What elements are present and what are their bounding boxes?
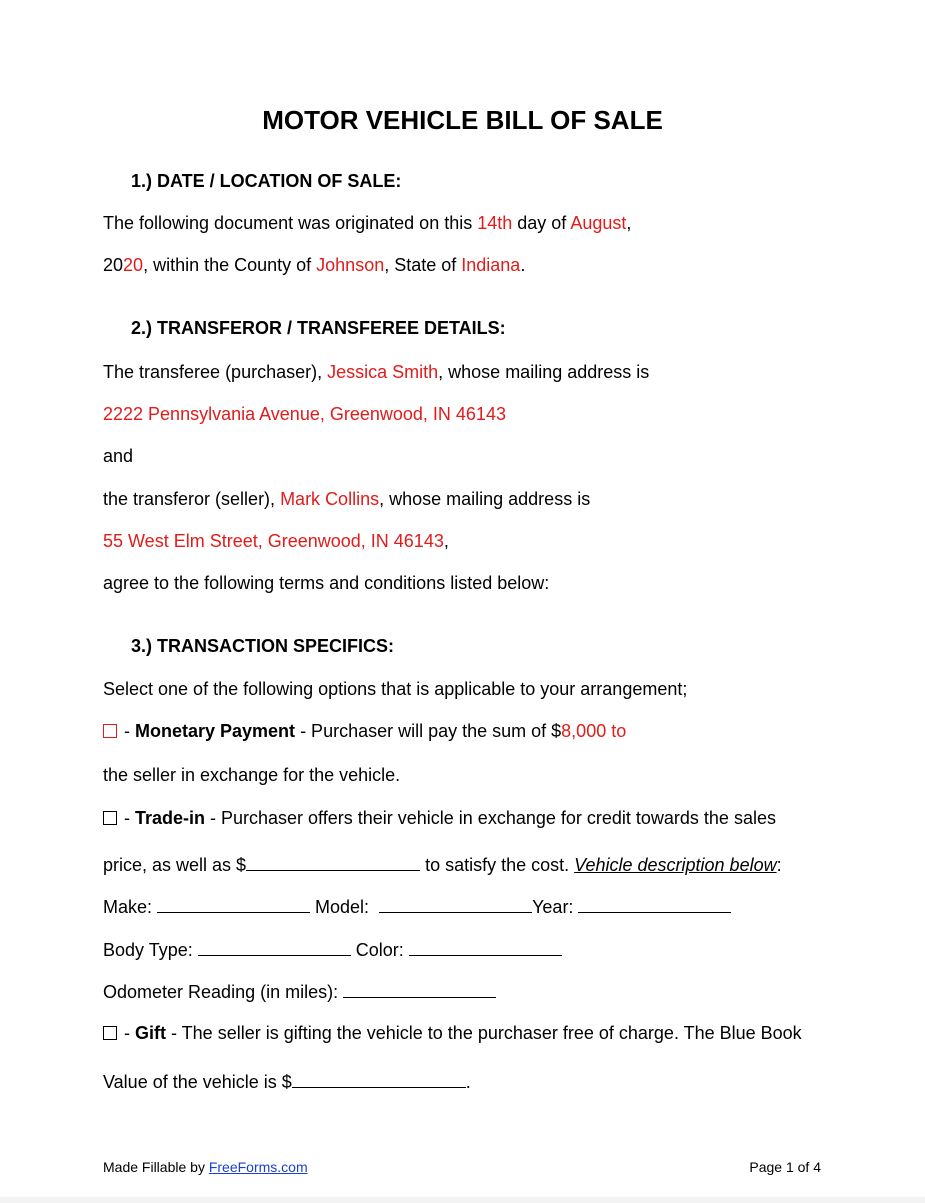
year-prefix: 20 [103, 255, 124, 275]
monetary-line-2: the seller in exchange for the vehicle. [103, 765, 401, 785]
payment-amount-field[interactable]: 8,000 [561, 721, 607, 741]
color-field[interactable] [409, 937, 562, 956]
text: - [119, 1023, 135, 1043]
body-type-label: Body Type: [103, 940, 198, 960]
odometer-field[interactable] [343, 979, 496, 998]
section-heading-date-location: 1.) DATE / LOCATION OF SALE: [131, 171, 402, 191]
transferee-name-field[interactable]: Jessica Smith [327, 362, 439, 382]
text: . [465, 1072, 471, 1092]
text: Made Fillable by [103, 1159, 209, 1175]
vehicle-description-label: Vehicle description below [574, 855, 777, 875]
trade-in-option [103, 808, 776, 829]
transferee-line [103, 362, 649, 383]
trade-in-checkbox[interactable] [103, 811, 117, 825]
freeforms-link[interactable]: FreeForms.com [208, 1159, 308, 1175]
trade-in-amount-field[interactable] [246, 852, 420, 871]
text: - [119, 808, 135, 828]
page-number: Page 1 of 4 [749, 1159, 821, 1175]
sale-location-line [103, 255, 525, 276]
text: - [119, 721, 135, 741]
text: , within the County of [143, 255, 317, 275]
text: - Purchaser offers their vehicle in exchange for credit towards the sales [205, 808, 776, 828]
text: Value of the vehicle is $ [103, 1072, 292, 1092]
gift-option [103, 1023, 802, 1044]
gift-line-2 [103, 1069, 471, 1093]
text: to satisfy the cost. [420, 855, 575, 875]
text: the transferor (seller), [103, 489, 281, 509]
trade-in-label: Trade-in [135, 808, 206, 828]
odometer-label: Odometer Reading (in miles): [103, 982, 344, 1002]
footer-credit [103, 1159, 308, 1175]
year-field[interactable] [578, 894, 731, 913]
make-model-year-line [103, 894, 731, 918]
section-heading-transaction: 3.) TRANSACTION SPECIFICS: [131, 636, 395, 656]
body-type-field[interactable] [198, 937, 351, 956]
sale-month-field[interactable]: August [570, 213, 627, 233]
transferor-name-field[interactable]: Mark Collins [280, 489, 380, 509]
county-field[interactable]: Johnson [316, 255, 385, 275]
sale-date-line [103, 213, 631, 234]
make-field[interactable] [157, 894, 310, 913]
text: , whose mailing address is [438, 362, 650, 382]
model-label: Model: [310, 897, 375, 917]
text: , whose mailing address is [379, 489, 591, 509]
blue-book-value-field[interactable] [292, 1069, 466, 1088]
text: to [606, 721, 627, 741]
text: : [776, 855, 782, 875]
body-color-line [103, 937, 562, 961]
gift-label: Gift [135, 1023, 166, 1043]
text: - Purchaser will pay the sum of $ [295, 721, 562, 741]
transferor-address-field[interactable]: 55 West Elm Street, Greenwood, IN 46143 [103, 531, 444, 551]
trade-in-line-2 [103, 852, 782, 876]
text: day of [512, 213, 571, 233]
text: The transferee (purchaser), [103, 362, 328, 382]
section-heading-parties: 2.) TRANSFEROR / TRANSFEREE DETAILS: [131, 318, 506, 338]
text: , State of [384, 255, 462, 275]
text: - The seller is gifting the vehicle to the purchaser free of charge. The Blue Book [166, 1023, 802, 1043]
document-title: MOTOR VEHICLE BILL OF SALE [262, 105, 663, 135]
agree-text: agree to the following terms and conditions listed below: [103, 573, 550, 593]
text: , [626, 213, 632, 233]
transferor-address-line [103, 531, 449, 552]
monetary-payment-option [103, 721, 626, 742]
make-label: Make: [103, 897, 158, 917]
year-label: Year: [532, 897, 579, 917]
transferee-address-field[interactable]: 2222 Pennsylvania Avenue, Greenwood, IN 46143 [103, 404, 506, 424]
monetary-payment-label: Monetary Payment [135, 721, 296, 741]
monetary-payment-checkbox[interactable] [103, 724, 117, 738]
text: . [520, 255, 526, 275]
page-edge [0, 1197, 925, 1203]
sale-day-field[interactable]: 14th [477, 213, 513, 233]
text: The following document was originated on this [103, 213, 478, 233]
and-text: and [103, 446, 134, 466]
color-label: Color: [350, 940, 409, 960]
state-field[interactable]: Indiana [461, 255, 521, 275]
model-field[interactable] [379, 894, 532, 913]
sale-year-field[interactable]: 20 [123, 255, 144, 275]
transferor-line [103, 489, 590, 510]
transaction-intro: Select one of the following options that is applicable to your arrangement; [103, 679, 688, 699]
odometer-line [103, 979, 496, 1003]
gift-checkbox[interactable] [103, 1026, 117, 1040]
text: , [443, 531, 449, 551]
text: price, as well as $ [103, 855, 247, 875]
